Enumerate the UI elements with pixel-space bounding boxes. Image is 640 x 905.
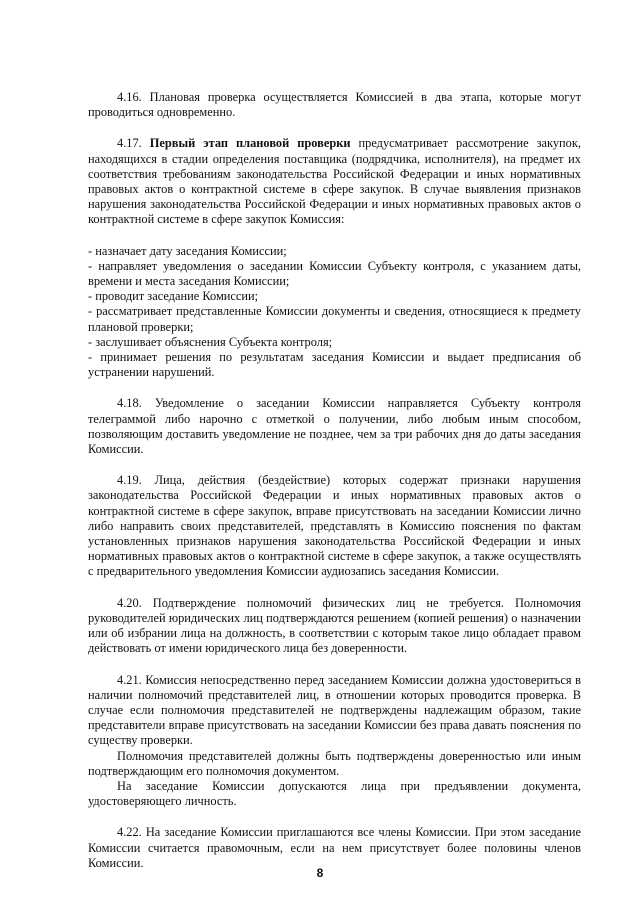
paragraph-4-21-powers: Полномочия представителей должны быть подтверждены доверенностью или иным подтверждающим его полномочия документом. [88,748,581,778]
paragraph-4-19: 4.19. Лица, действия (бездействие) которых содержат признаки нарушения законодательства Российской Федерации и иных нормативных правовых актов о контрактной системе в сфере закупок, вправе присутствовать на заседании Комиссии лично либо направить своих представителей, представлять в Комиссию пояснения по фактам установленных признаков нарушения законодательства Российской Федерации и иных нормативных правовых актов о контрактной системе в сфере закупок, а также осуществлять с предварительного уведомления Комиссии аудиозапись заседания Комиссии. [88,473,581,579]
paragraph-4-17-number: 4.17. [117,136,150,151]
paragraph-4-17-heading: Первый этап плановой проверки [149,136,351,151]
list-item: - назначает дату заседания Комиссии; [88,243,287,258]
paragraph-4-21-admission: На заседание Комиссии допускаются лица при предъявлении документа, удостоверяющего личность. [88,778,581,809]
paragraph-4-20: 4.20. Подтверждение полномочий физических лиц не требуется. Полномочия руководителей юридических лиц подтверждаются решением (копией решения) о назначении или об избрании лица на должность, в соответствии с которым такое лицо обладает правом действовать от имени юридического лица без доверенности. [88,595,581,656]
paragraph-4-21: 4.21. Комиссия непосредственно перед заседанием Комиссии должна удостовериться в наличии полномочий представителей лиц, в отношении которых проводится проверка. В случае если полномочия представителей не подтверждены надлежащим образом, такие представители вправе присутствовать на заседании Комиссии без права давать пояснения по существу проверки. [88,672,581,748]
paragraph-4-17 [88,136,581,227]
paragraph-4-16: 4.16. Плановая проверка осуществляется Комиссией в два этапа, которые могут проводиться одновременно. [88,90,581,120]
paragraph-4-18: 4.18. Уведомление о заседании Комиссии направляется Субъекту контроля телеграммой либо нарочно с отметкой о получении, либо любым иным способом, позволяющим доставить уведомление не позднее, чем за три рабочих дня до даты заседания Комиссии. [88,396,581,457]
list-item: - направляет уведомления о заседании Комиссии Субъекту контроля, с указанием даты, времени и места заседания Комиссии; [88,258,581,289]
page-number: 8 [316,866,324,880]
paragraph-4-17-text: предусматривает рассмотрение закупок, находящихся в стадии определения поставщика (подрядчика, исполнителя), на предмет их соответствия требованиям законодательства Российской Федерации и иных нормативных правовых актов о контрактной системе в сфере закупок. В случае выявления признаков нарушения законодательства Российской Федерации и иных нормативных правовых актов о контрактной системе в сфере закупок Комиссия: [88,136,581,227]
list-item: - проводит заседание Комиссии; [88,289,259,304]
paragraph-4-22: 4.22. На заседание Комиссии приглашаются все члены Комиссии. При этом заседание Комиссии считается правомочным, если на нем присутствует более половины членов Комиссии. [88,825,581,870]
list-item: - рассматривает представленные Комиссии документы и сведения, относящиеся к предмету плановой проверки; [88,304,581,334]
document-page [88,0,581,871]
list-item: - принимает решения по результатам заседания Комиссии и выдает предписания об устранении нарушений. [88,350,581,380]
list-item: - заслушивает объяснения Субъекта контроля; [88,334,333,349]
